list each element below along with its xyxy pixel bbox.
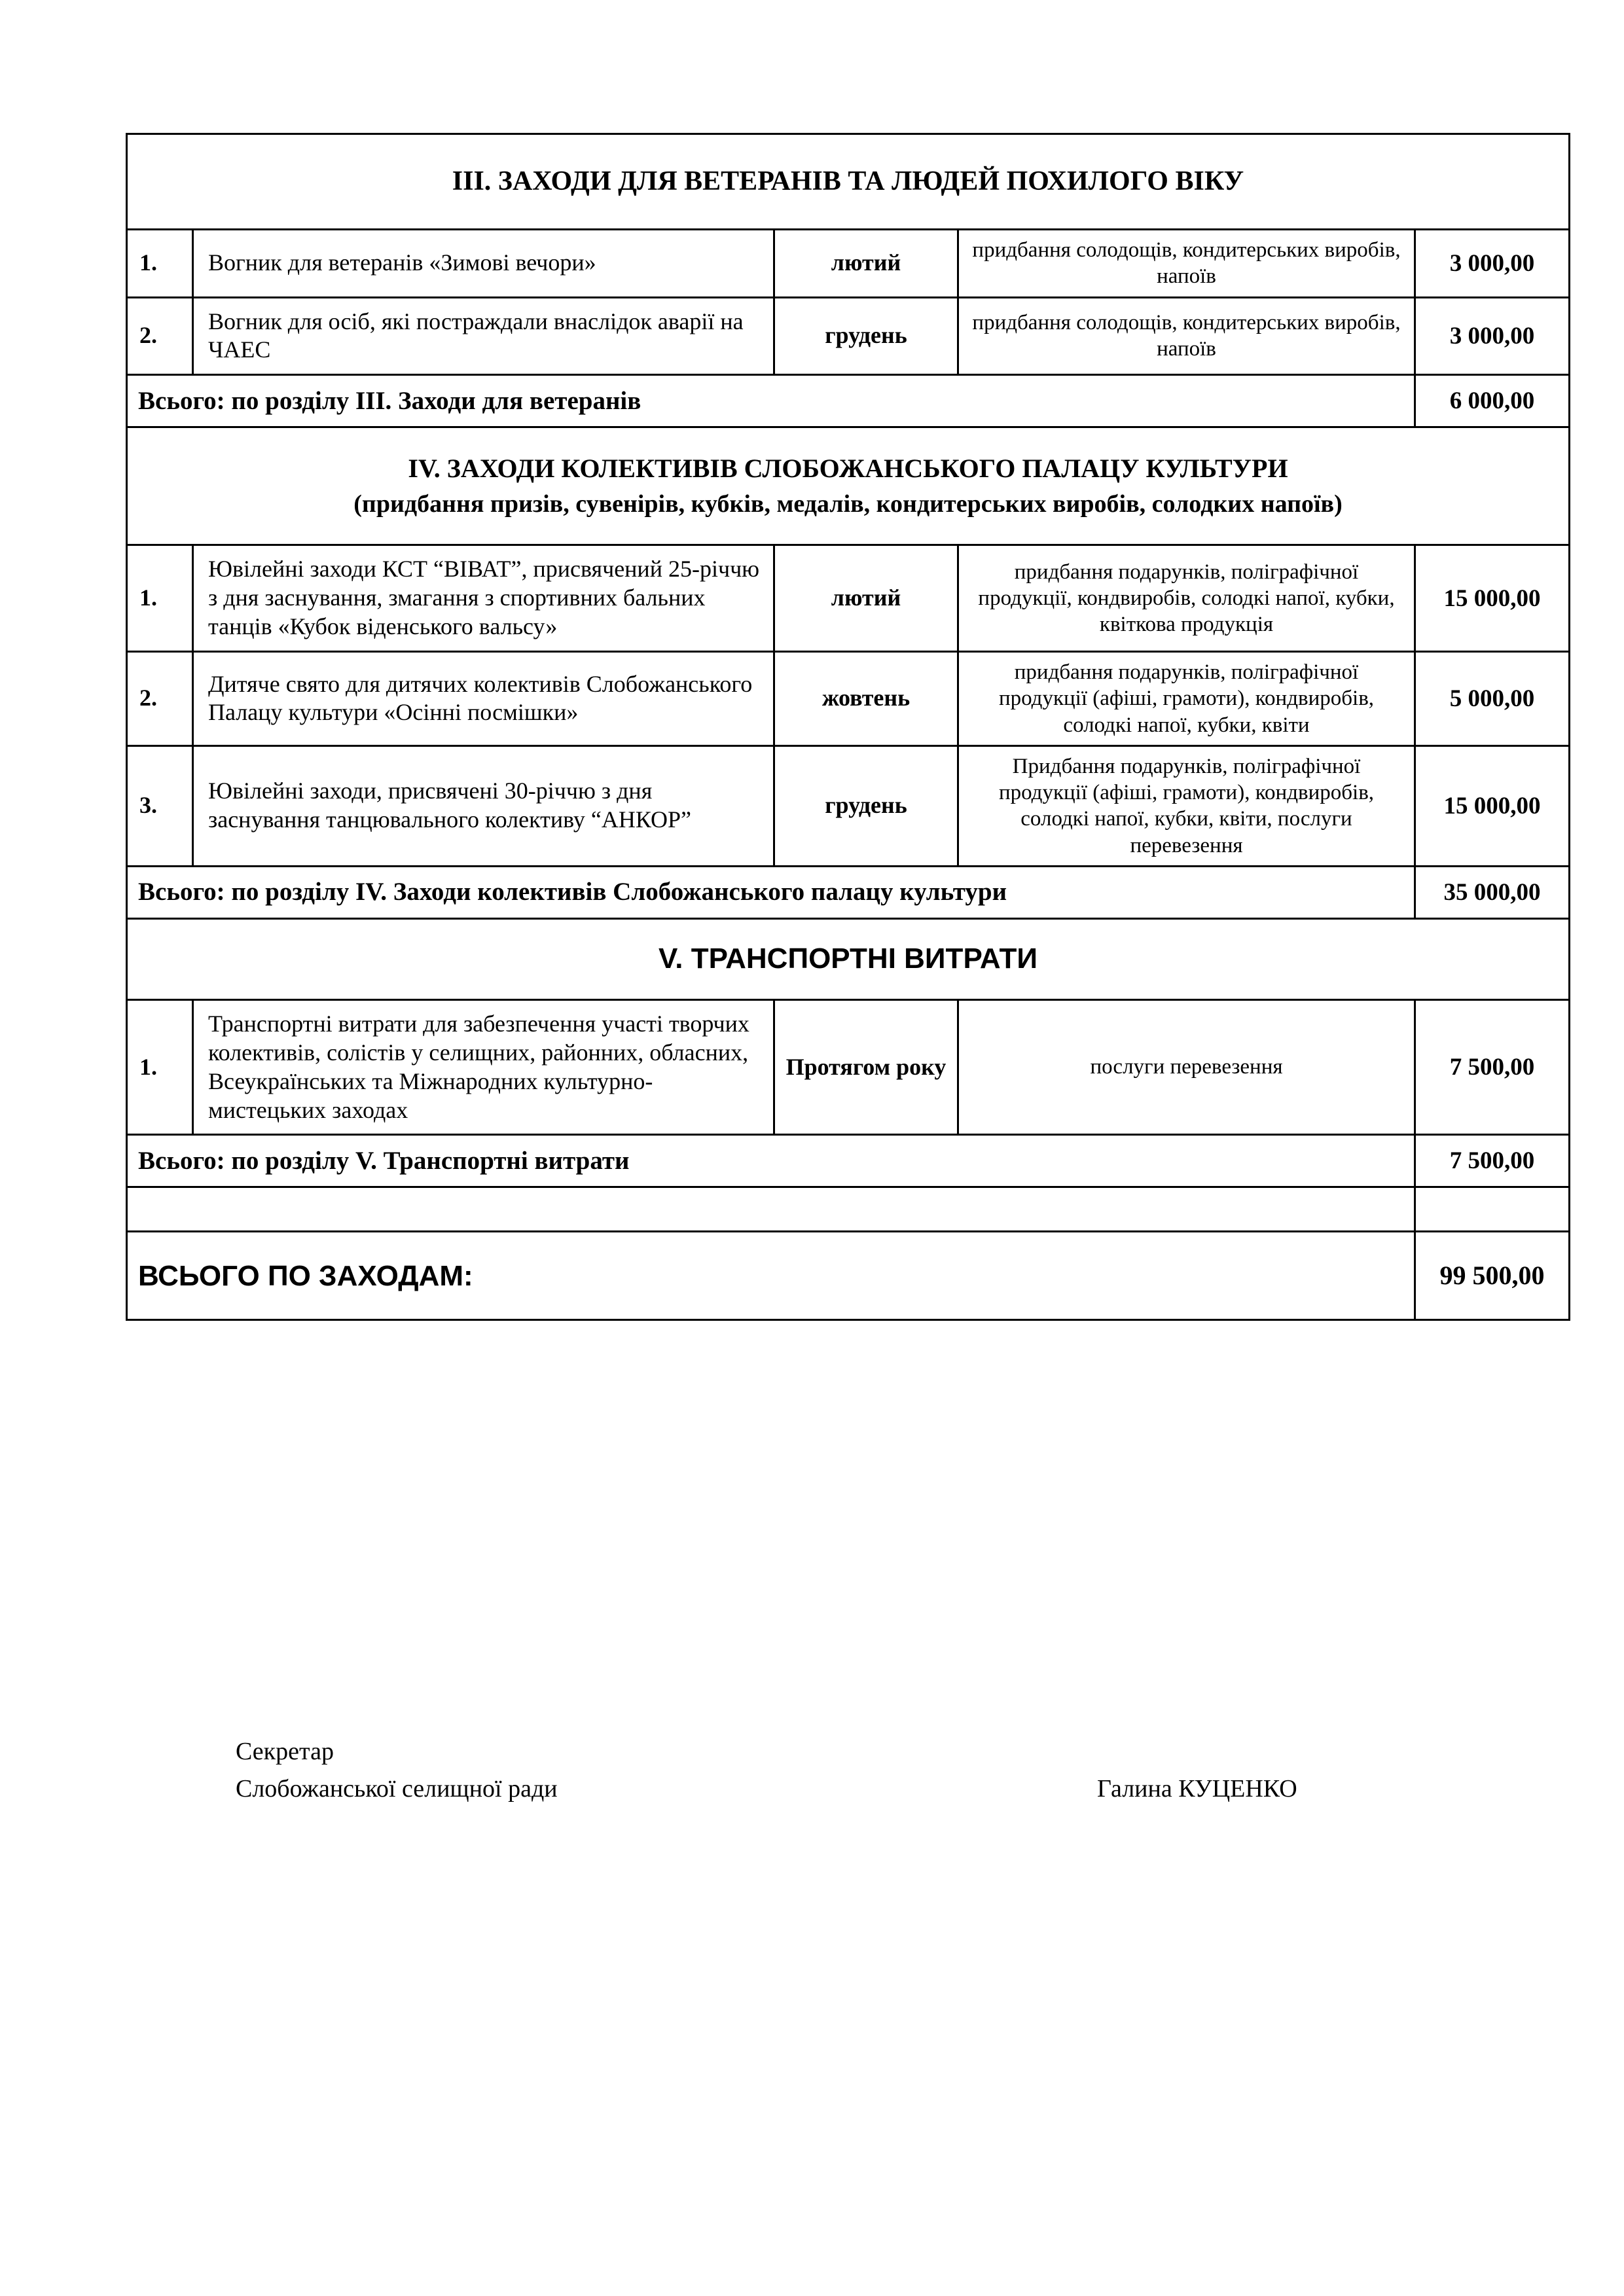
section-4-subtitle: (придбання призів, сувенірів, кубків, медалів, кондитерських виробів, солодких напоїв) xyxy=(353,490,1343,518)
event-name: Ювілейні заходи, присвячені 30-річчю з дня заснування танцювального колективу “АНКОР” xyxy=(193,745,774,866)
row-number: 3. xyxy=(127,745,193,866)
signer-name: Галина КУЦЕНКО xyxy=(1097,1775,1297,1803)
event-description: послуги перевезення xyxy=(958,999,1415,1135)
signer-role-line1: Секретар xyxy=(236,1738,334,1765)
event-amount: 3 000,00 xyxy=(1415,230,1570,298)
table-row xyxy=(127,230,1570,298)
section-4-total-amount: 35 000,00 xyxy=(1415,866,1570,918)
event-month: грудень xyxy=(774,297,958,375)
section-3-header-row xyxy=(127,134,1570,230)
row-number: 1. xyxy=(127,545,193,652)
section-5-total-row xyxy=(127,1135,1570,1187)
section-4-header-row xyxy=(127,427,1570,545)
event-month: лютий xyxy=(774,545,958,652)
row-number: 1. xyxy=(127,230,193,298)
table-row xyxy=(127,652,1570,746)
table-row xyxy=(127,297,1570,375)
section-5-total-amount: 7 500,00 xyxy=(1415,1135,1570,1187)
event-amount: 5 000,00 xyxy=(1415,652,1570,746)
event-description: придбання солодощів, кондитерських виробів, напоїв xyxy=(958,230,1415,298)
signer-role xyxy=(236,1733,558,1808)
section-4-total-label: Всього: по розділу IV. Заходи колективів Слобожанського палацу культури xyxy=(127,866,1415,918)
section-3-total-amount: 6 000,00 xyxy=(1415,375,1570,427)
section-5-total-label: Всього: по розділу V. Транспортні витрати xyxy=(127,1135,1415,1187)
section-3-title: ІІІ. ЗАХОДИ ДЛЯ ВЕТЕРАНІВ ТА ЛЮДЕЙ ПОХИЛОГО ВІКУ xyxy=(127,134,1570,230)
signer-role-line2: Слобожанської селищної ради xyxy=(236,1775,558,1803)
row-number: 2. xyxy=(127,297,193,375)
table-row xyxy=(127,745,1570,866)
table-row xyxy=(127,999,1570,1135)
event-month: лютий xyxy=(774,230,958,298)
event-amount: 7 500,00 xyxy=(1415,999,1570,1135)
event-description: придбання солодощів, кондитерських виробів, напоїв xyxy=(958,297,1415,375)
event-name: Вогник для ветеранів «Зимові вечори» xyxy=(193,230,774,298)
grand-total-row xyxy=(127,1232,1570,1320)
section-5-title: V. ТРАНСПОРТНІ ВИТРАТИ xyxy=(127,918,1570,999)
section-4-total-row xyxy=(127,866,1570,918)
event-name: Ювілейні заходи КСТ “ВІВАТ”, присвячений 25-річчю з дня заснування, змагання з спортивних бальних танців «Кубок віденського вальсу» xyxy=(193,545,774,652)
budget-table xyxy=(126,133,1570,1321)
section-3-total-label: Всього: по розділу ІІІ. Заходи для ветеранів xyxy=(127,375,1415,427)
event-name: Транспортні витрати для забезпечення участі творчих колективів, солістів у селищних, районних, обласних, Всеукраїнських та Міжнародних культурно-мистецьких заходах xyxy=(193,999,774,1135)
table-row xyxy=(127,545,1570,652)
event-month: Протягом року xyxy=(774,999,958,1135)
spacer-row xyxy=(127,1187,1570,1232)
event-amount: 3 000,00 xyxy=(1415,297,1570,375)
spacer-amount-cell xyxy=(1415,1187,1570,1232)
row-number: 2. xyxy=(127,652,193,746)
spacer-cell xyxy=(127,1187,1415,1232)
grand-total-label: ВСЬОГО ПО ЗАХОДАМ: xyxy=(127,1232,1415,1320)
grand-total-amount: 99 500,00 xyxy=(1415,1232,1570,1320)
row-number: 1. xyxy=(127,999,193,1135)
event-description: Придбання подарунків, поліграфічної продукції (афіші, грамоти), кондвиробів, солодкі напої, кубки, квіти, послуги перевезення xyxy=(958,745,1415,866)
event-amount: 15 000,00 xyxy=(1415,545,1570,652)
event-name: Дитяче свято для дитячих колективів Слобожанського Палацу культури «Осінні посмішки» xyxy=(193,652,774,746)
section-4-title-cell xyxy=(127,427,1570,545)
section-5-header-row xyxy=(127,918,1570,999)
event-description: придбання подарунків, поліграфічної продукції (афіші, грамоти), кондвиробів, солодкі напої, кубки, квіти xyxy=(958,652,1415,746)
event-amount: 15 000,00 xyxy=(1415,745,1570,866)
event-name: Вогник для осіб, які постраждали внаслідок аварії на ЧАЕС xyxy=(193,297,774,375)
event-month: жовтень xyxy=(774,652,958,746)
event-description: придбання подарунків, поліграфічної продукції, кондвиробів, солодкі напої, кубки, квіткова продукція xyxy=(958,545,1415,652)
event-month: грудень xyxy=(774,745,958,866)
section-3-total-row xyxy=(127,375,1570,427)
section-4-title: IV. ЗАХОДИ КОЛЕКТИВІВ СЛОБОЖАНСЬКОГО ПАЛАЦУ КУЛЬТУРИ xyxy=(408,454,1288,484)
